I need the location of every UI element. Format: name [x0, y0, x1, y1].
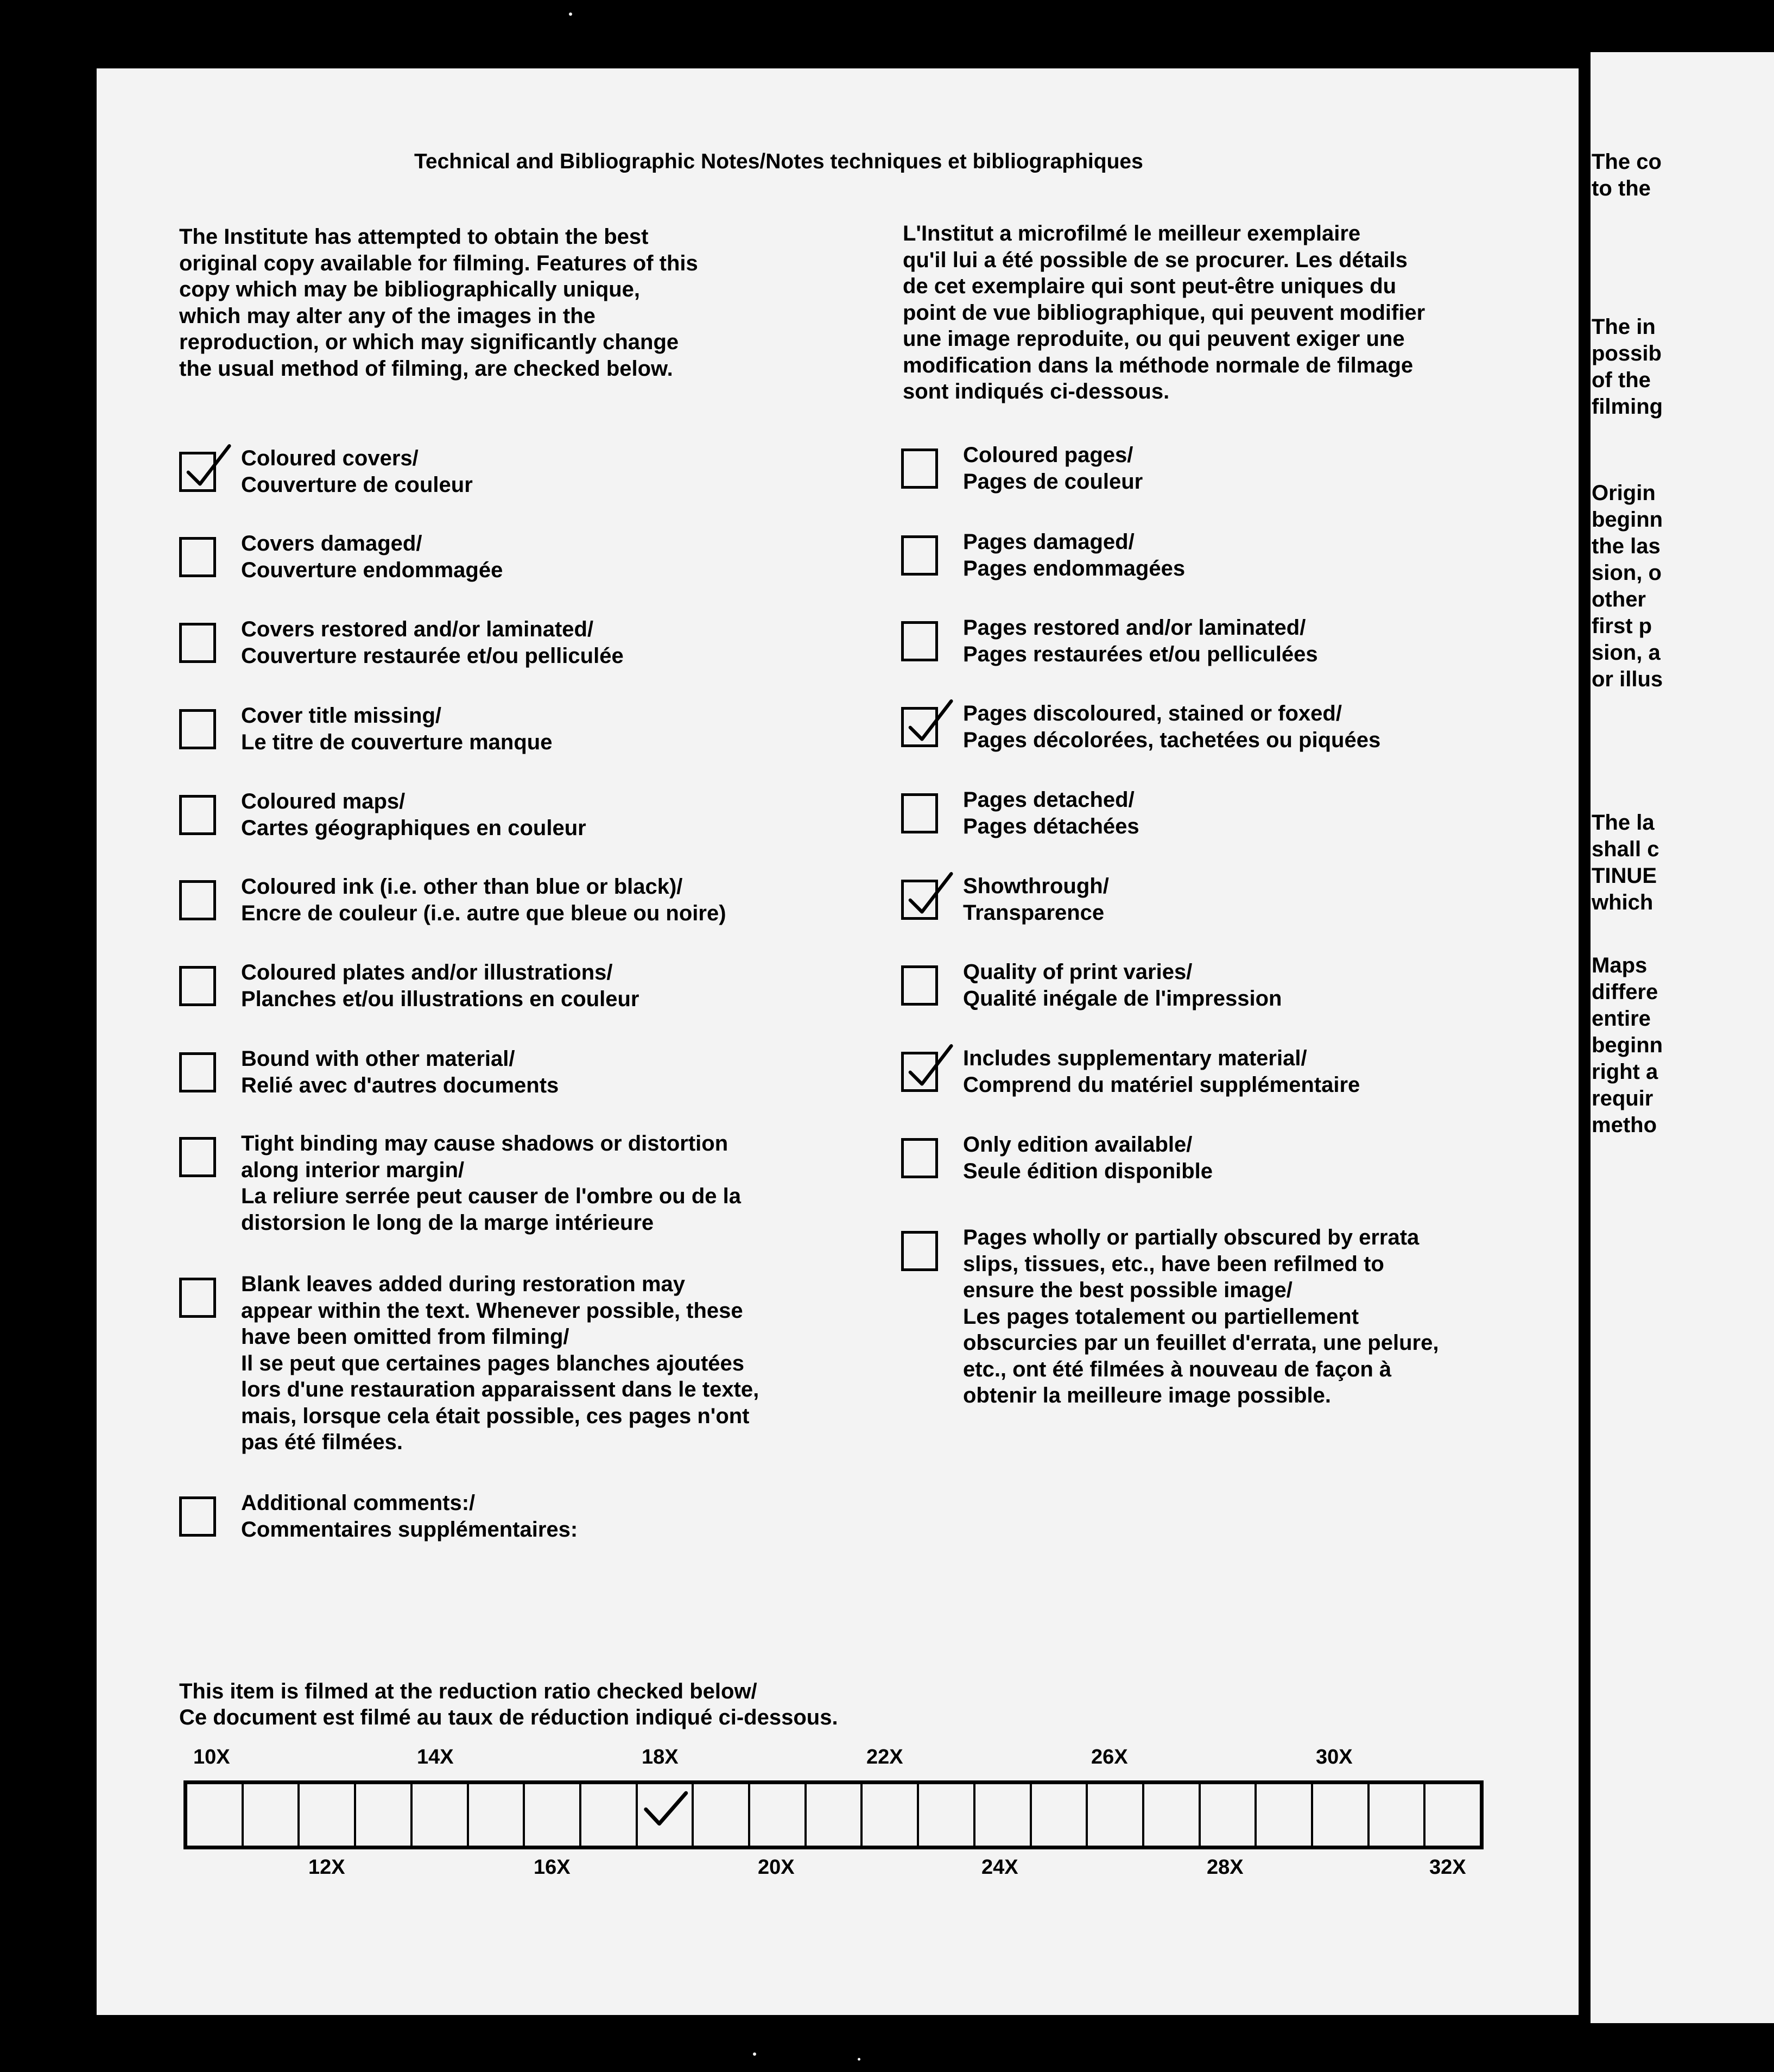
ratio-cell[interactable] — [1144, 1784, 1201, 1846]
checklist-label-line: Tight binding may cause shadows or distortion — [241, 1132, 728, 1155]
adjacent-page-line: which — [1592, 890, 1653, 914]
checklist-item-label — [241, 1046, 559, 1098]
checklist-label-line: obtenir la meilleure image possible. — [963, 1384, 1331, 1407]
ratio-cell[interactable] — [356, 1784, 413, 1846]
checklist-label-line: Couverture restaurée et/ou pelliculée — [241, 643, 624, 668]
checkbox[interactable] — [179, 1052, 216, 1092]
checklist-label-line: obscurcies par un feuillet d'errata, une pelure, — [963, 1331, 1439, 1355]
intro-french — [903, 220, 1425, 405]
adjacent-page-line: The in — [1592, 315, 1656, 339]
checklist-label-line: Transparence — [963, 900, 1105, 925]
checklist-label-line: Coloured pages/ — [963, 443, 1133, 467]
ratio-cell[interactable] — [300, 1784, 356, 1846]
checkbox[interactable] — [179, 623, 216, 663]
ratio-top-label: 22X — [866, 1746, 903, 1768]
checkbox[interactable] — [179, 795, 216, 835]
ratio-cell[interactable] — [1370, 1784, 1426, 1846]
adjacent-page-fragment — [1591, 52, 1774, 2023]
checklist-item-label — [963, 700, 1380, 753]
checkbox[interactable] — [179, 1496, 216, 1537]
ratio-cell[interactable] — [638, 1784, 694, 1846]
ratio-top-label: 14X — [417, 1746, 454, 1768]
checklist-label-line: Pages discoloured, stained or foxed/ — [963, 702, 1342, 725]
checklist-label-line: Covers restored and/or laminated/ — [241, 617, 594, 641]
reduction-caption-en: This item is filmed at the reduction ratio checked below/ — [179, 1679, 757, 1703]
checklist-label-line: distorsion le long de la marge intérieure — [241, 1210, 654, 1235]
check-mark-icon — [904, 697, 953, 746]
checklist-label-line: Quality of print varies/ — [963, 960, 1193, 984]
checklist-item-label — [241, 1271, 759, 1456]
ratio-bottom-label: 32X — [1429, 1856, 1466, 1879]
adjacent-page-line: metho — [1592, 1113, 1657, 1137]
checkbox[interactable] — [179, 709, 216, 749]
checklist-label-line: Couverture endommagée — [241, 558, 503, 582]
checklist-label-line: Couverture de couleur — [241, 472, 473, 497]
ratio-top-label: 18X — [642, 1746, 679, 1768]
intro-en-line: reproduction, or which may significantly change — [179, 330, 679, 354]
ratio-cell[interactable] — [1201, 1784, 1257, 1846]
film-speck — [569, 12, 572, 16]
checklist-label-line: Les pages totalement ou partiellement — [963, 1304, 1359, 1329]
check-mark — [182, 442, 231, 491]
notes-page — [97, 68, 1579, 2015]
checklist-item-label — [241, 1490, 578, 1543]
checkbox[interactable] — [901, 535, 938, 576]
ratio-top-label: 10X — [193, 1746, 230, 1768]
check-mark-icon — [182, 442, 231, 491]
adjacent-page-line: filming — [1592, 395, 1663, 419]
ratio-bottom-label: 28X — [1207, 1856, 1244, 1879]
ratio-bottom-label: 24X — [981, 1856, 1018, 1879]
reduction-caption-fr: Ce document est filmé au taux de réduction indiqué ci-dessous. — [179, 1705, 838, 1729]
checklist-item-label — [963, 529, 1185, 582]
adjacent-page-paragraph — [1592, 149, 1662, 202]
reduction-ratio-bar — [183, 1780, 1484, 1849]
ratio-bottom-label: 20X — [758, 1856, 795, 1879]
ratio-cell[interactable] — [750, 1784, 807, 1846]
adjacent-page-line: sion, o — [1592, 561, 1662, 585]
ratio-cell[interactable] — [1425, 1784, 1480, 1846]
film-speck — [858, 2058, 860, 2061]
checklist-label-line: Le titre de couverture manque — [241, 730, 553, 754]
ratio-top-label: 30X — [1316, 1746, 1353, 1768]
adjacent-page-line: The co — [1592, 150, 1662, 174]
adjacent-page-line: requir — [1592, 1086, 1653, 1110]
adjacent-page-line: right a — [1592, 1060, 1658, 1084]
check-mark-icon — [641, 1786, 689, 1834]
ratio-cell[interactable] — [1032, 1784, 1088, 1846]
ratio-cell[interactable] — [919, 1784, 975, 1846]
checklist-label-line: Coloured maps/ — [241, 789, 406, 813]
intro-fr-line: sont indiqués ci-dessous. — [903, 380, 1170, 403]
intro-fr-line: une image reproduite, ou qui peuvent exiger une — [903, 327, 1405, 351]
checklist-label-line: Coloured plates and/or illustrations/ — [241, 961, 613, 984]
ratio-bottom-label: 16X — [534, 1856, 571, 1879]
check-mark — [904, 1042, 953, 1091]
ratio-cell[interactable] — [1088, 1784, 1144, 1846]
checklist-item-label — [963, 873, 1109, 926]
checklist-label-line: slips, tissues, etc., have been refilmed to — [963, 1252, 1384, 1276]
checklist-label-line: Additional comments:/ — [241, 1491, 476, 1515]
intro-en-line: which may alter any of the images in the — [179, 304, 595, 328]
adjacent-page-line: beginn — [1592, 508, 1663, 532]
checkbox[interactable] — [179, 1137, 216, 1177]
checklist-item-label — [241, 874, 726, 926]
checklist-label-line: Pages wholly or partially obscured by errata — [963, 1225, 1420, 1249]
ratio-cell[interactable] — [525, 1784, 581, 1846]
checklist-item-label — [963, 442, 1143, 495]
checklist-label-line: Covers damaged/ — [241, 532, 422, 555]
checkbox[interactable] — [179, 966, 216, 1006]
ratio-cell[interactable] — [807, 1784, 863, 1846]
checklist-item-label — [963, 1132, 1213, 1184]
adjacent-page-line: shall c — [1592, 837, 1659, 861]
adjacent-page-line: to the — [1592, 176, 1651, 200]
intro-en-line: original copy available for filming. Features of this — [179, 251, 698, 275]
adjacent-page-paragraph — [1592, 480, 1663, 693]
ratio-cell[interactable] — [244, 1784, 300, 1846]
checklist-label-line: Comprend du matériel supplémentaire — [963, 1072, 1360, 1097]
checkbox[interactable] — [901, 1231, 938, 1271]
reduction-ratio-caption — [179, 1678, 838, 1730]
checklist-label-line: mais, lorsque cela était possible, ces pages n'ont — [241, 1404, 750, 1428]
checkbox[interactable] — [179, 537, 216, 577]
checkbox[interactable] — [179, 880, 216, 920]
adjacent-page-line: The la — [1592, 811, 1655, 835]
adjacent-page-line: the las — [1592, 534, 1661, 558]
adjacent-page-line: differe — [1592, 980, 1658, 1004]
checklist-label-line: Pages restaurées et/ou pelliculées — [963, 642, 1318, 666]
checklist-label-line: have been omitted from filming/ — [241, 1325, 569, 1349]
checklist-label-line: along interior margin/ — [241, 1158, 465, 1182]
adjacent-page-line: possib — [1592, 342, 1662, 365]
checklist-item-label — [241, 788, 586, 841]
ratio-cell[interactable] — [187, 1784, 244, 1846]
checklist-label-line: Il se peut que certaines pages blanches ajoutées — [241, 1351, 745, 1375]
checklist-label-line: lors d'une restauration apparaissent dans le texte, — [241, 1378, 759, 1401]
checklist-item-label — [963, 615, 1318, 667]
intro-english — [179, 224, 698, 382]
checklist-label-line: Pages endommagées — [963, 556, 1186, 580]
checklist-label-line: Planches et/ou illustrations en couleur — [241, 987, 639, 1011]
checklist-item-label — [241, 445, 473, 498]
adjacent-page-line: Origin — [1592, 481, 1656, 505]
checkbox[interactable] — [901, 793, 938, 833]
intro-en-line: the usual method of filming, are checked below. — [179, 356, 673, 381]
ratio-cell[interactable] — [863, 1784, 919, 1846]
checklist-label-line: Cover title missing/ — [241, 704, 441, 728]
checkbox[interactable] — [901, 448, 938, 489]
checklist-label-line: Includes supplementary material/ — [963, 1046, 1307, 1070]
ratio-cell[interactable] — [413, 1784, 469, 1846]
checklist-label-line: Encre de couleur (i.e. autre que bleue ou noire) — [241, 901, 726, 925]
checklist-item-label — [241, 703, 552, 755]
checklist-label-line: ensure the best possible image/ — [963, 1278, 1293, 1302]
intro-fr-line: de cet exemplaire qui sont peut-être uniques du — [903, 274, 1397, 298]
checklist-label-line: Showthrough/ — [963, 874, 1109, 898]
checklist-label-line: La reliure serrée peut causer de l'ombre ou de la — [241, 1184, 741, 1208]
intro-fr-line: modification dans la méthode normale de filmage — [903, 353, 1414, 377]
checklist-label-line: Only edition available/ — [963, 1133, 1193, 1157]
checklist-label-line: etc., ont été filmées à nouveau de façon à — [963, 1357, 1392, 1381]
checkbox[interactable] — [901, 621, 938, 661]
film-speck — [753, 2052, 756, 2056]
adjacent-page-line: other — [1592, 588, 1646, 611]
checklist-label-line: Coloured ink (i.e. other than blue or black)/ — [241, 875, 683, 899]
checklist-item-label — [963, 787, 1139, 839]
ratio-bottom-label: 12X — [308, 1856, 345, 1879]
ratio-cell[interactable] — [975, 1784, 1032, 1846]
checkbox[interactable] — [179, 1278, 216, 1318]
checklist-label-line: Seule édition disponible — [963, 1159, 1213, 1183]
ratio-cell[interactable] — [1313, 1784, 1370, 1846]
checklist-label-line: Pages restored and/or laminated/ — [963, 616, 1306, 640]
intro-fr-line: qu'il lui a été possible de se procurer. Les détails — [903, 248, 1408, 272]
checklist-label-line: pas été filmées. — [241, 1430, 403, 1454]
ratio-cell[interactable] — [1257, 1784, 1313, 1846]
adjacent-page-line: of the — [1592, 368, 1651, 392]
checkbox[interactable] — [901, 965, 938, 1006]
checklist-label-line: Bound with other material/ — [241, 1047, 515, 1071]
checklist-label-line: Pages de couleur — [963, 469, 1143, 494]
ratio-cell[interactable] — [469, 1784, 525, 1846]
adjacent-page-paragraph — [1592, 810, 1659, 916]
intro-en-line: The Institute has attempted to obtain the best — [179, 225, 649, 249]
checklist-item-label — [963, 1045, 1360, 1098]
adjacent-page-paragraph — [1592, 952, 1663, 1139]
checklist-item-label — [963, 959, 1282, 1012]
adjacent-page-line: entire — [1592, 1007, 1651, 1031]
checklist-label-line: Pages détachées — [963, 814, 1139, 838]
intro-fr-line: L'Institut a microfilmé le meilleur exemplaire — [903, 222, 1361, 245]
check-mark — [904, 870, 953, 919]
checklist-item-label — [241, 959, 639, 1012]
checklist-label-line: appear within the text. Whenever possible, these — [241, 1298, 743, 1323]
ratio-cell[interactable] — [694, 1784, 750, 1846]
intro-en-line: copy which may be bibliographically unique, — [179, 277, 641, 301]
checklist-label-line: Qualité inégale de l'impression — [963, 986, 1282, 1010]
ratio-cell[interactable] — [581, 1784, 638, 1846]
adjacent-page-line: sion, a — [1592, 641, 1661, 665]
adjacent-page-line: or illus — [1592, 667, 1663, 691]
intro-fr-line: point de vue bibliographique, qui peuvent modifier — [903, 300, 1425, 325]
checklist-label-line: Pages damaged/ — [963, 530, 1135, 554]
adjacent-page-line: beginn — [1592, 1033, 1663, 1057]
adjacent-page-line: TINUE — [1592, 864, 1657, 888]
checklist-label-line: Commentaires supplémentaires: — [241, 1517, 578, 1542]
adjacent-page-paragraph — [1592, 314, 1663, 420]
adjacent-page-line: first p — [1592, 614, 1652, 638]
checklist-label-line: Pages detached/ — [963, 788, 1135, 812]
checklist-label-line: Coloured covers/ — [241, 446, 419, 470]
checklist-label-line: Blank leaves added during restoration may — [241, 1272, 686, 1296]
checklist-label-line: Pages décolorées, tachetées ou piquées — [963, 728, 1381, 752]
check-mark-icon — [904, 1042, 953, 1091]
checklist-label-line: Relié avec d'autres documents — [241, 1073, 559, 1097]
check-mark-icon — [904, 870, 953, 919]
check-mark — [904, 697, 953, 746]
checklist-item-label — [241, 616, 624, 669]
checklist-label-line: Cartes géographiques en couleur — [241, 816, 586, 840]
checklist-item-label — [241, 530, 503, 583]
ratio-top-label: 26X — [1091, 1746, 1128, 1768]
page-title: Technical and Bibliographic Notes/Notes techniques et bibliographiques — [414, 150, 1143, 173]
checkbox[interactable] — [901, 1138, 938, 1178]
checklist-item-label — [241, 1130, 741, 1236]
checklist-item-label — [963, 1224, 1439, 1409]
adjacent-page-line: Maps — [1592, 953, 1648, 977]
